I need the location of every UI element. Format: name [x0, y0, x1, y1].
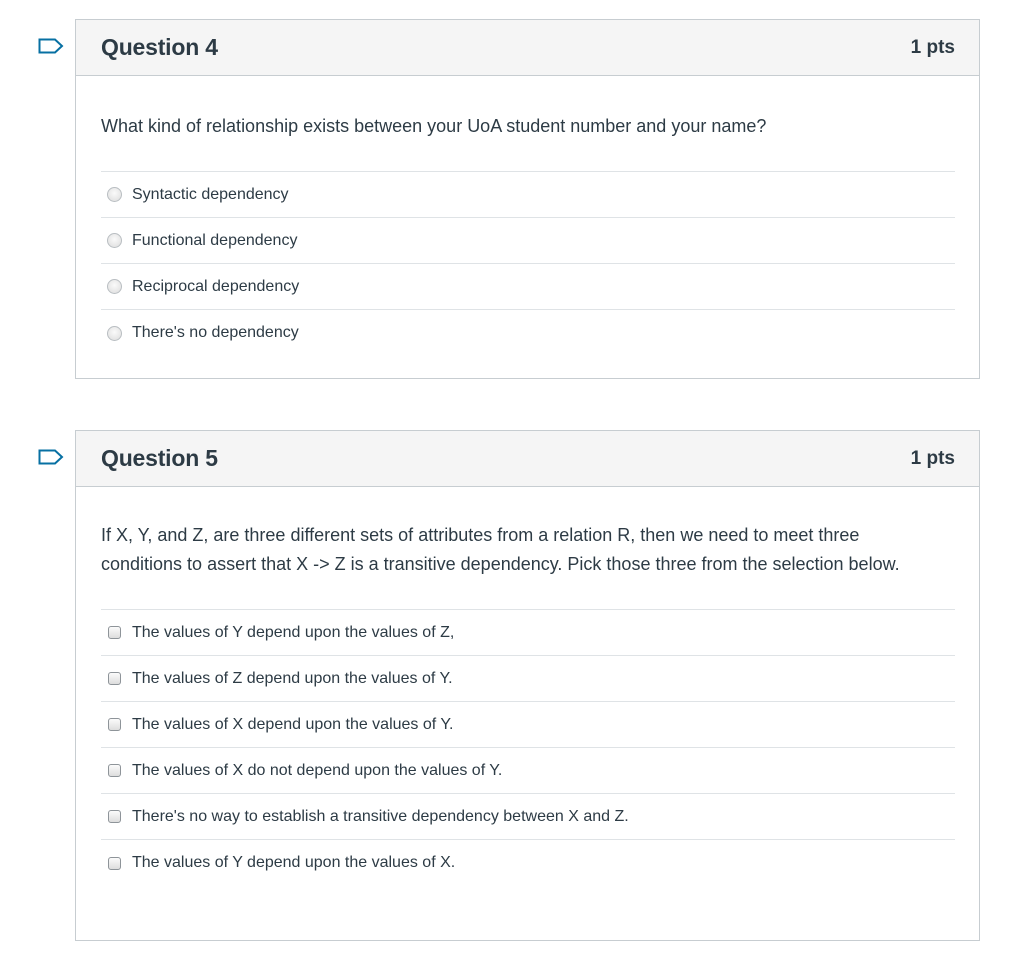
question-5-card: [75, 430, 980, 941]
answer-label: There's no way to establish a transitive dependency between X and Z.: [132, 807, 629, 825]
radio-button[interactable]: [107, 279, 122, 294]
question-text: If X, Y, and Z, are three different sets of attributes from a relation R, then we need to meet three conditions to assert that X -> Z is a transitive dependency. Pick those three from the selection below.: [101, 525, 900, 574]
radio-button[interactable]: [107, 326, 122, 341]
checkbox[interactable]: [108, 810, 121, 823]
question-points: 1 pts: [910, 447, 955, 469]
question-4-card: [75, 19, 980, 379]
answer-option[interactable]: [101, 840, 955, 886]
answer-label: The values of Y depend upon the values of Z,: [132, 623, 455, 641]
answer-list: [101, 609, 955, 886]
answer-option[interactable]: [101, 218, 955, 264]
answer-label: There's no dependency: [132, 324, 299, 341]
answer-label: The values of Z depend upon the values of Y.: [132, 669, 453, 687]
answer-option[interactable]: [101, 702, 955, 748]
answer-label: Functional dependency: [132, 231, 298, 249]
radio-button[interactable]: [107, 233, 122, 248]
answer-option[interactable]: [101, 656, 955, 702]
answer-option[interactable]: [101, 310, 955, 356]
answer-option[interactable]: [101, 264, 955, 310]
question-5-body: [76, 487, 979, 886]
answer-label: The values of X do not depend upon the values of Y.: [132, 761, 503, 779]
answer-label: The values of Y depend upon the values of X.: [132, 854, 456, 871]
answer-option[interactable]: [101, 172, 955, 218]
answer-option[interactable]: [101, 794, 955, 840]
flag-question-4-bookmark-icon[interactable]: [38, 38, 64, 54]
checkbox[interactable]: [108, 626, 121, 639]
checkbox[interactable]: [108, 718, 121, 731]
question-4-header: [76, 20, 979, 76]
checkbox[interactable]: [108, 764, 121, 777]
answer-list: [101, 171, 955, 356]
question-points: 1 pts: [910, 36, 955, 58]
checkbox[interactable]: [108, 672, 121, 685]
radio-button[interactable]: [107, 187, 122, 202]
answer-option[interactable]: [101, 748, 955, 794]
flag-question-5-bookmark-icon[interactable]: [38, 449, 64, 465]
question-5-header: [76, 431, 979, 487]
question-4-body: [76, 76, 979, 356]
checkbox[interactable]: [108, 857, 121, 870]
answer-label: The values of X depend upon the values of Y.: [132, 715, 454, 733]
question-title: Question 5: [101, 445, 218, 471]
answer-option[interactable]: [101, 610, 955, 656]
question-title: Question 4: [101, 34, 218, 60]
answer-label: Reciprocal dependency: [132, 277, 300, 295]
question-text: What kind of relationship exists between your UoA student number and your name?: [101, 116, 767, 136]
answer-label: Syntactic dependency: [132, 185, 289, 203]
